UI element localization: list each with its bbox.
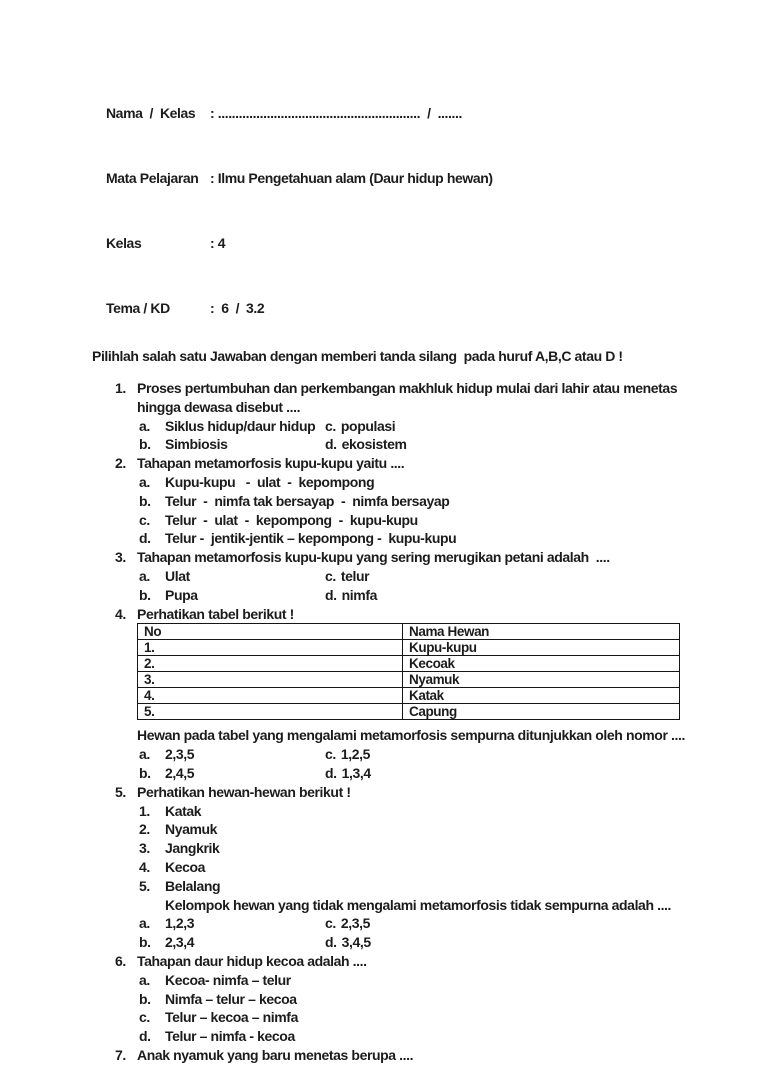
- option-text: Siklus hidup/daur hidup: [165, 417, 316, 434]
- list-item: [137, 820, 728, 839]
- header-row-mata-pelajaran: [92, 153, 728, 204]
- header-row-kelas: [92, 218, 728, 269]
- option-row: [137, 417, 728, 436]
- table-row: [138, 656, 680, 672]
- animal-table: [137, 623, 680, 720]
- option-text: 2,4,5: [165, 764, 195, 781]
- option-letter: a.: [139, 417, 150, 434]
- question-number: 3.: [115, 549, 126, 566]
- table-cell-hewan: Nyamuk: [403, 672, 680, 688]
- table-cell-no: 5.: [138, 704, 403, 720]
- list-number: 1.: [139, 802, 150, 819]
- option-text: 2,3,5: [165, 746, 195, 763]
- option-letter: b.: [139, 990, 151, 1007]
- question-followup-text: Kelompok hewan yang tidak mengalami metamorfosis tidak sempurna adalah ....: [165, 896, 672, 913]
- header-row-tema-kd: [92, 283, 728, 334]
- option-letter: c.: [325, 567, 336, 584]
- table-header-no: No: [138, 624, 403, 640]
- option-letter: d.: [139, 530, 151, 547]
- option-letter: b.: [139, 764, 151, 781]
- option-text: Kecoa- nimfa – telur: [165, 971, 291, 988]
- option-text: populasi: [340, 417, 396, 434]
- question-followup-text: Hewan pada tabel yang mengalami metamorfosis sempurna ditunjukkan oleh nomor ....: [137, 727, 685, 744]
- option-letter: b.: [139, 934, 151, 951]
- option-text: Nimfa – telur – kecoa: [165, 990, 297, 1007]
- option-a: [137, 971, 728, 990]
- option-letter: c.: [325, 746, 336, 763]
- question-6: [92, 952, 728, 1046]
- header-label: Kelas: [105, 235, 142, 251]
- list-text: Jangkrik: [165, 840, 220, 857]
- option-c: [137, 511, 728, 530]
- table-header-row: [138, 624, 680, 640]
- question-number: 4.: [115, 605, 126, 622]
- question-4: [92, 605, 728, 783]
- option-d: [137, 1027, 728, 1046]
- option-letter: d.: [325, 436, 337, 453]
- list-text: Belalang: [165, 877, 221, 894]
- question-text: Perhatikan hewan-hewan berikut !: [137, 783, 351, 800]
- list-number: 5.: [139, 877, 150, 894]
- table-row: [138, 640, 680, 656]
- option-letter: d.: [325, 586, 337, 603]
- question-3: [92, 548, 728, 604]
- option-d: [325, 586, 377, 605]
- option-c: [325, 745, 370, 764]
- option-text: nimfa: [341, 586, 377, 603]
- header-value: : 6 / 3.2: [209, 300, 265, 316]
- option-a: [137, 473, 728, 492]
- option-text: Ulat: [165, 567, 190, 584]
- option-d: [137, 529, 728, 548]
- question-text: hingga dewasa disebut ....: [137, 398, 301, 415]
- question-text: Tahapan metamorfosis kupu-kupu yaitu ....: [137, 455, 405, 472]
- option-text: Telur – nimfa - kecoa: [165, 1028, 295, 1045]
- header-value: : Ilmu Pengetahuan alam (Daur hidup hewan): [209, 170, 493, 186]
- header-value: : 4: [209, 235, 226, 251]
- table-header-nama-hewan: Nama Hewan: [403, 624, 680, 640]
- question-number: 5.: [115, 783, 126, 800]
- list-number: 2.: [139, 821, 150, 838]
- option-a: [137, 914, 325, 933]
- question-7: [92, 1046, 728, 1065]
- question-number: 6.: [115, 952, 126, 969]
- header-label: Tema / KD: [105, 300, 170, 316]
- option-text: 2,3,5: [340, 915, 371, 932]
- option-c: [325, 914, 370, 933]
- header-value: : .......................................................... / .......: [209, 105, 462, 121]
- header-label: Nama / Kelas: [105, 105, 196, 121]
- option-row: [137, 933, 728, 952]
- list-number: 4.: [139, 858, 150, 875]
- question-2: [92, 454, 728, 548]
- option-text: 2,3,4: [165, 934, 195, 951]
- option-d: [325, 435, 407, 454]
- header-label: Mata Pelajaran: [105, 170, 199, 186]
- instruction-text: Pilihlah salah satu Jawaban dengan memberi tanda silang pada huruf A,B,C atau D !: [92, 348, 623, 364]
- option-text: 1,2,5: [340, 746, 371, 763]
- option-b: [137, 933, 325, 952]
- option-letter: d.: [139, 1028, 151, 1045]
- option-letter: b.: [139, 492, 151, 509]
- option-letter: c.: [139, 1009, 150, 1026]
- question-text: Proses pertumbuhan dan perkembangan makhluk hidup mulai dari lahir atau menetas: [137, 380, 678, 396]
- list-text: Nyamuk: [165, 821, 218, 838]
- option-d: [325, 764, 371, 783]
- list-item: [137, 802, 728, 821]
- option-letter: c.: [139, 511, 150, 528]
- option-text: 1,3,4: [341, 764, 371, 781]
- option-row: [137, 586, 728, 605]
- option-letter: d.: [325, 764, 337, 781]
- question-text: Tahapan metamorfosis kupu-kupu yang sering merugikan petani adalah ....: [137, 549, 610, 566]
- list-text: Kecoa: [165, 858, 206, 875]
- option-b: [137, 586, 325, 605]
- table-cell-hewan: Capung: [403, 704, 680, 720]
- option-text: Telur - jentik-jentik – kepompong - kupu-kupu: [165, 530, 457, 547]
- option-a: [137, 417, 325, 436]
- option-letter: a.: [139, 746, 150, 763]
- option-text: ekosistem: [341, 436, 407, 453]
- option-b: [137, 990, 728, 1009]
- option-letter: c.: [325, 915, 336, 932]
- table-cell-no: 2.: [138, 656, 403, 672]
- list-item: [137, 877, 728, 896]
- question-text: Tahapan daur hidup kecoa adalah ....: [137, 952, 367, 969]
- option-letter: a.: [139, 567, 150, 584]
- option-letter: d.: [325, 934, 337, 951]
- option-text: Pupa: [165, 586, 198, 603]
- list-number: 3.: [139, 840, 150, 857]
- option-text: Telur - nimfa tak bersayap - nimfa bersayap: [165, 492, 450, 509]
- option-row: [137, 764, 728, 783]
- option-text: Kupu-kupu - ulat - kepompong: [165, 473, 375, 490]
- question-number: 7.: [115, 1046, 126, 1063]
- table-cell-hewan: Kupu-kupu: [403, 640, 680, 656]
- list-text: Katak: [165, 802, 202, 819]
- option-row: [137, 435, 728, 454]
- option-b: [137, 435, 325, 454]
- option-c: [325, 417, 395, 436]
- table-row: [138, 672, 680, 688]
- table-row: [138, 688, 680, 704]
- option-row: [137, 745, 728, 764]
- option-a: [137, 745, 325, 764]
- question-number: 1.: [115, 380, 126, 396]
- option-text: Telur - ulat - kepompong - kupu-kupu: [165, 511, 418, 528]
- question-text: Perhatikan tabel berikut !: [137, 605, 294, 622]
- table-cell-no: 3.: [138, 672, 403, 688]
- table-cell-no: 1.: [138, 640, 403, 656]
- option-text: Simbiosis: [165, 436, 228, 453]
- table-cell-hewan: Kecoak: [403, 656, 680, 672]
- table-row: [138, 704, 680, 720]
- option-text: 1,2,3: [165, 915, 195, 932]
- option-text: telur: [340, 567, 370, 584]
- option-c: [325, 567, 369, 586]
- list-item: [137, 858, 728, 877]
- option-letter: c.: [325, 417, 336, 434]
- option-letter: a.: [139, 473, 150, 490]
- option-letter: b.: [139, 436, 151, 453]
- option-a: [137, 567, 325, 586]
- list-item: [137, 839, 728, 858]
- question-text: Anak nyamuk yang baru menetas berupa ....: [137, 1046, 414, 1063]
- option-b: [137, 492, 728, 511]
- option-letter: b.: [139, 586, 151, 603]
- header-row-name-kelas: [92, 88, 728, 139]
- option-c: [137, 1008, 728, 1027]
- option-row: [137, 567, 728, 586]
- option-d: [325, 933, 371, 952]
- option-letter: a.: [139, 971, 150, 988]
- option-text: Telur – kecoa – nimfa: [165, 1009, 298, 1026]
- question-number: 2.: [115, 455, 126, 472]
- table-cell-hewan: Katak: [403, 688, 680, 704]
- option-row: [137, 914, 728, 933]
- table-cell-no: 4.: [138, 688, 403, 704]
- option-text: 3,4,5: [341, 934, 371, 951]
- question-1: [92, 379, 728, 454]
- option-b: [137, 764, 325, 783]
- option-letter: a.: [139, 915, 150, 932]
- question-5: [92, 783, 728, 952]
